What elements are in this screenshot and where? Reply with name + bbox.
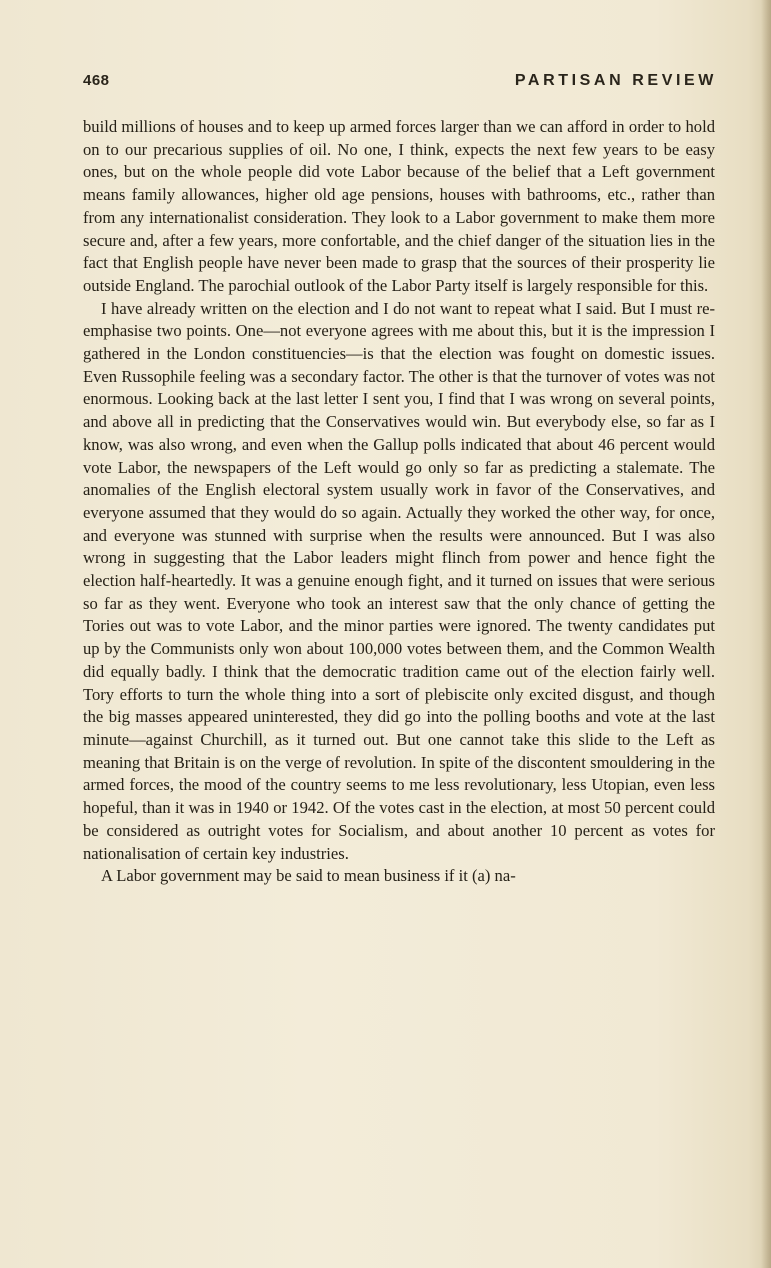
article-body: [83, 116, 715, 888]
page-header: [83, 72, 717, 96]
paragraph-continued: build millions of houses and to keep up armed forces larger than we can afford in order to hold on to our precarious supplies of oil. No one, I think, expects the next few years to be easy ones, but on the whole people did vote Labor because of the belief that a Left government means family allowances, higher old age pensions, houses with bathrooms, etc., rather than from any internationalist consideration. They look to a Labor government to make them more secure and, after a few years, more confortable, and the chief danger of the situation lies in the fact that English people have never been made to grasp that the sources of their prosperity lie outside England. The parochial outlook of the Labor Party itself is largely responsible for this.: [83, 117, 715, 295]
paragraph-election: I have already written on the election and I do not want to repeat what I said. But I must re-emphasise two points. One—not everyone agrees with me about this, but it is the impression I gathered in the London constituencies—is that the election was fought on domestic issues. Even Russophile feeling was a secondary factor. The other is that the turnover of votes was not enormous. Looking back at the last letter I sent you, I find that I was wrong on several points, and above all in predicting that the Conservatives would win. But everybody else, so far as I know, was also wrong, and even when the Gallup polls indicated that about 46 percent would vote Labor, the newspapers of the Left would go only so far as predicting a stalemate. The anomalies of the English electoral system usually work in favor of the Conservatives, and everyone assumed that they would do so again. Actually they worked the other way, for once, and everyone was stunned with surprise when the results were announced. But I was also wrong in suggesting that the Labor leaders might flinch from power and hence fight the election half-heartedly. It was a genuine enough fight, and it turned on issues that were serious so far as they went. Everyone who took an interest saw that the only chance of getting the Tories out was to vote Labor, and the minor parties were ignored. The twenty candidates put up by the Communists only won about 100,000 votes between them, and the Common Wealth did equally badly. I think that the democratic tradition came out of the election fairly well. Tory efforts to turn the whole thing into a sort of plebiscite only excited disgust, and though the big masses appeared uninterested, they did go into the polling booths and vote at the last minute—against Churchill, as it turned out. But one cannot take this slide to the Left as meaning that Britain is on the verge of revolution. In spite of the discontent smouldering in the armed forces, the mood of the country seems to me less revolutionary, less Utopian, even less hopeful, than it was in 1940 or 1942. Of the votes cast in the election, at most 50 percent could be considered as outright votes for Socialism, and about another 10 percent as votes for nationalisation of certain key industries.: [83, 298, 715, 863]
page-number: 468: [83, 72, 110, 89]
page-edge-shadow: [761, 0, 771, 1268]
paragraph-labor-government: A Labor government may be said to mean business if it (a) na-: [101, 866, 516, 886]
running-head: PARTISAN REVIEW: [514, 72, 717, 89]
